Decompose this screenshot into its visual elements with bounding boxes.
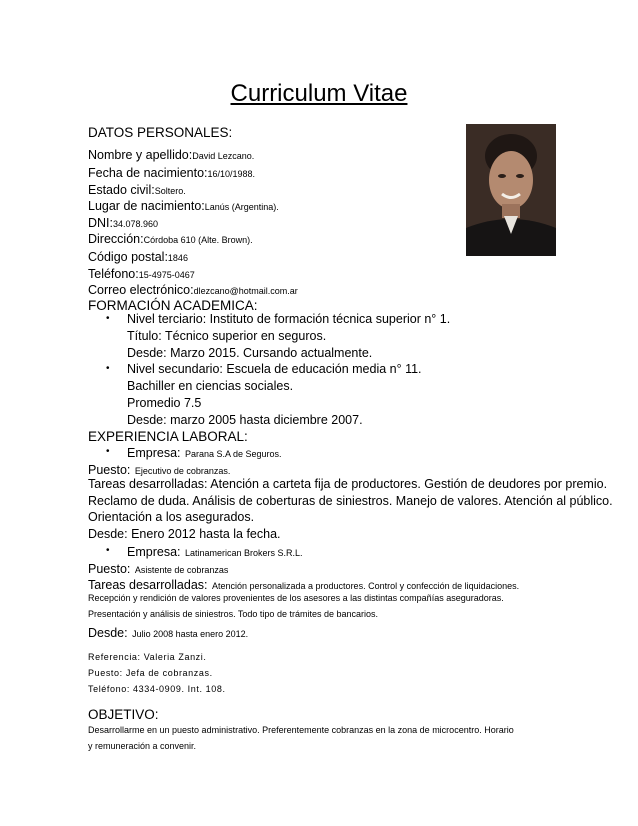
field-label: DNI:: [88, 216, 113, 230]
company-label: Empresa:: [127, 545, 181, 559]
education-item-line: Desde: Marzo 2015. Cursando actualmente.: [127, 346, 373, 360]
bullet-icon: •: [106, 363, 110, 374]
personal-field-name: [88, 146, 254, 164]
education-heading: FORMACIÓN ACADEMICA:: [88, 298, 258, 313]
personal-heading: DATOS PERSONALES:: [88, 125, 233, 140]
reference-line: Teléfono: 4334-0909. Int. 108.: [88, 684, 226, 694]
tasks-value: Atención personalizada a productores. Control y confección de liquidaciones.: [211, 581, 520, 591]
field-label: Dirección:: [88, 232, 144, 246]
job1-task-line: Orientación a los asegurados.: [88, 510, 255, 524]
document-title: Curriculum Vitae: [230, 80, 408, 107]
personal-field-birthplace: [88, 197, 279, 215]
tasks-label: Tareas desarrolladas:: [88, 578, 208, 592]
field-value: dlezcano@hotmail.com.ar: [193, 286, 298, 296]
education-item-line: Promedio 7.5: [127, 396, 202, 410]
job2-company: [127, 543, 303, 561]
reference-line: Referencia: Valeria Zanzi.: [88, 652, 207, 662]
position-label: Puesto:: [88, 562, 131, 576]
position-value: Asistente de cobranzas: [134, 565, 229, 575]
position-value: Ejecutivo de cobranzas.: [134, 466, 231, 476]
personal-field-postal-code: [88, 248, 188, 266]
field-value: David Lezcano.: [192, 151, 255, 161]
since-value: Julio 2008 hasta enero 2012.: [132, 629, 249, 639]
reference-line: Puesto: Jefa de cobranzas.: [88, 668, 213, 678]
objective-heading: OBJETIVO:: [88, 707, 159, 722]
job2-since: [88, 624, 248, 642]
job2-task-line: Recepción y rendición de valores provenientes de los asesores a las distintas compañías aseguradoras.: [88, 593, 504, 603]
job1-task-line: Tareas desarrolladas: Atención a carteta fija de productores. Gestión de deudores por premio.: [88, 477, 608, 491]
profile-photo: [466, 124, 556, 256]
personal-field-birthdate: [88, 164, 255, 182]
job1-company: [127, 444, 282, 462]
field-value: 15-4975-0467: [138, 270, 195, 280]
job1-task-line: Reclamo de duda. Análisis de coberturas de siniestros. Manejo de valores. Atención al público.: [88, 494, 613, 508]
education-item-line: Nivel secundario: Escuela de educación media n° 11.: [127, 362, 422, 376]
since-label: Desde:: [88, 626, 128, 640]
company-name: Parana S.A de Seguros.: [184, 449, 282, 459]
company-name: Latinamerican Brokers S.R.L.: [184, 548, 303, 558]
field-label: Nombre y apellido:: [88, 148, 193, 162]
personal-field-address: [88, 230, 253, 248]
field-value: Córdoba 610 (Alte. Brown).: [143, 235, 253, 245]
field-value: Lanús (Argentina).: [204, 202, 279, 212]
education-item-line: Bachiller en ciencias sociales.: [127, 379, 294, 393]
education-item-line: Título: Técnico superior en seguros.: [127, 329, 327, 343]
bullet-icon: •: [106, 545, 110, 556]
objective-line: y remuneración a convenir.: [88, 741, 197, 751]
position-label: Puesto:: [88, 463, 131, 477]
field-value: Soltero.: [154, 186, 186, 196]
objective-line: Desarrollarme en un puesto administrativo. Preferentemente cobranzas en la zona de microcentro. Horario: [88, 725, 514, 735]
job1-since: Desde: Enero 2012 hasta la fecha.: [88, 527, 281, 541]
field-label: Teléfono:: [88, 267, 139, 281]
job2-task-line: Presentación y análisis de siniestros. Todo tipo de trámites de bancarios.: [88, 609, 378, 619]
job2-tasks-first: [88, 576, 519, 594]
education-item-line: Nivel terciario: Instituto de formación técnica superior n° 1.: [127, 312, 451, 326]
bullet-icon: •: [106, 446, 110, 457]
company-label: Empresa:: [127, 446, 181, 460]
field-label: Fecha de nacimiento:: [88, 166, 208, 180]
field-label: Correo electrónico:: [88, 283, 194, 297]
field-label: Código postal:: [88, 250, 168, 264]
education-item-line: Desde: marzo 2005 hasta diciembre 2007.: [127, 413, 363, 427]
field-value: 1846: [167, 253, 188, 263]
personal-field-email: [88, 281, 298, 299]
field-label: Estado civil:: [88, 183, 155, 197]
field-value: 34.078.960: [113, 219, 159, 229]
field-label: Lugar de nacimiento:: [88, 199, 205, 213]
field-value: 16/10/1988.: [207, 169, 256, 179]
bullet-icon: •: [106, 313, 110, 324]
experience-heading: EXPERIENCIA LABORAL:: [88, 429, 248, 444]
